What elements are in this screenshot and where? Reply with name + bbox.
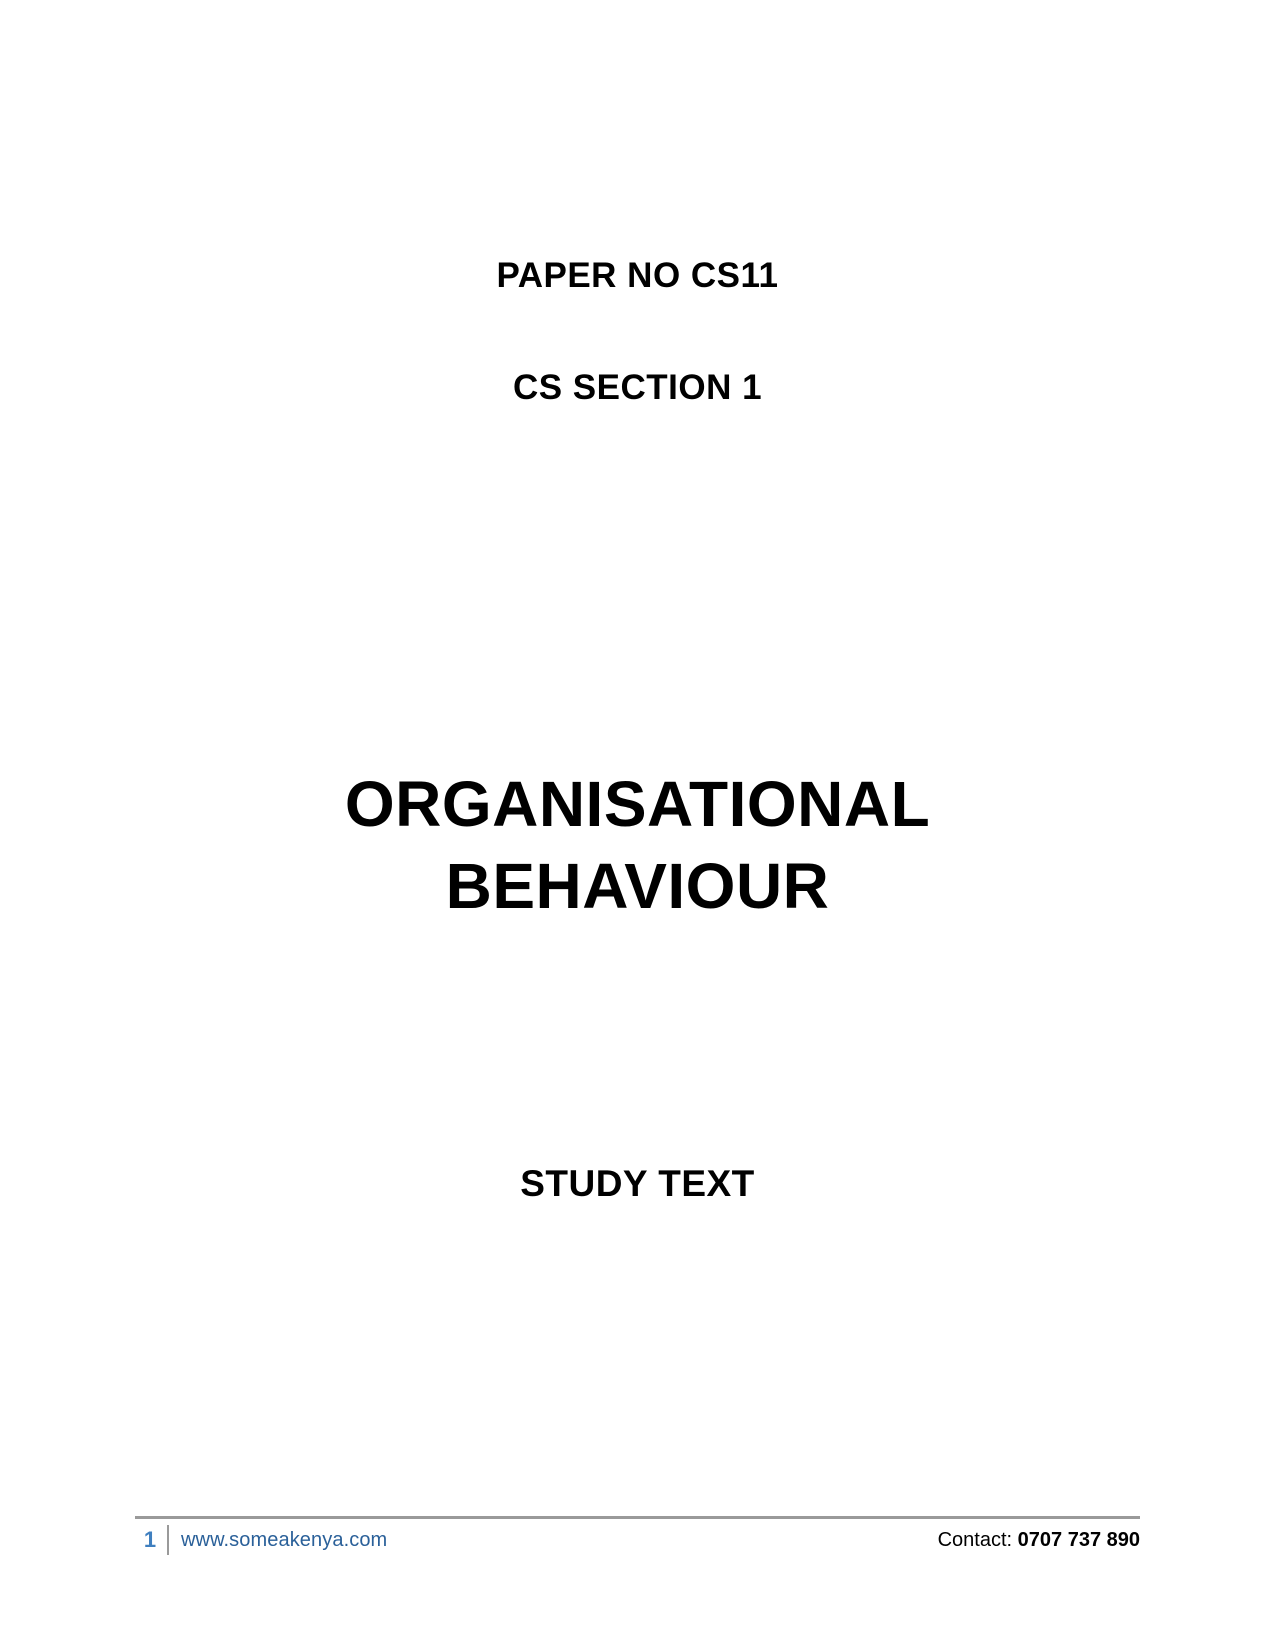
footer-website-link[interactable]: www.someakenya.com	[181, 1528, 388, 1551]
footer-contact-phone: 0707 737 890	[1017, 1528, 1140, 1551]
document-title	[0, 764, 1275, 928]
footer-row	[135, 1519, 1140, 1561]
page-footer	[135, 1516, 1140, 1562]
document-title-line-1: ORGANISATIONAL	[344, 768, 931, 840]
page-number-divider	[167, 1525, 169, 1555]
paper-number-heading: PAPER NO CS11	[496, 256, 779, 295]
section-heading: CS SECTION 1	[512, 368, 763, 407]
page-number: 1	[143, 1527, 157, 1552]
footer-contact	[938, 1529, 1140, 1552]
document-type-label: STUDY TEXT	[520, 1162, 755, 1204]
footer-contact-label: Contact:	[937, 1528, 1013, 1551]
document-title-line-2: BEHAVIOUR	[445, 849, 830, 922]
